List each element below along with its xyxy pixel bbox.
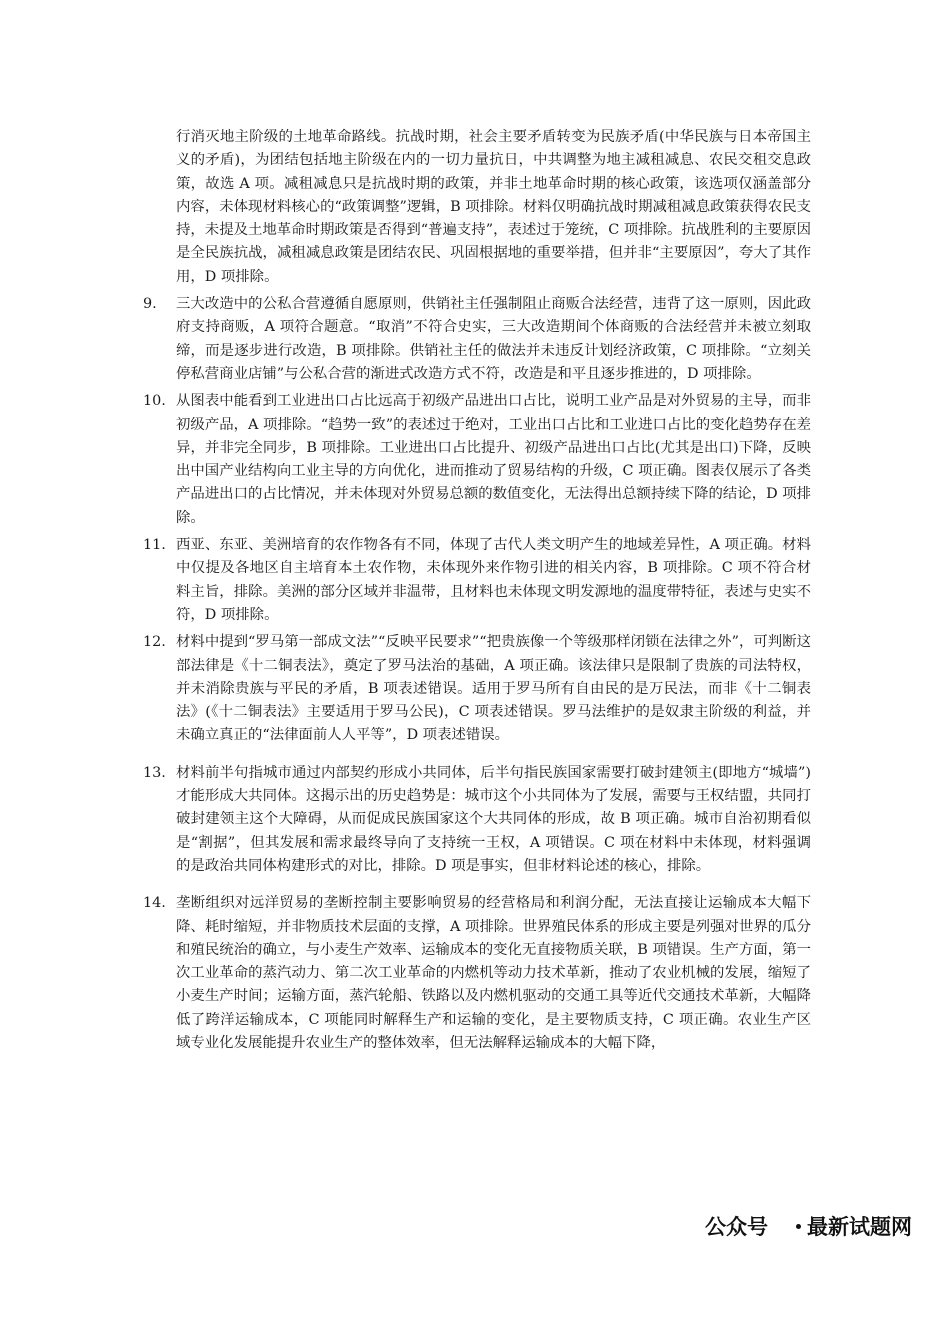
- item-text: 从图表中能看到工业进出口占比远高于初级产品进出口占比，说明工业产品是对外贸易的主导，而非初级产品，A 项排除。“趋势一致”的表述过于绝对，工业出口占比和工业进口占比的变化趋势存在差异，并非完全同步，B 项排除。工业进出口占比提升、初级产品进出口占比(尤其是出口)下降，反映出中国产业结构向工业主导的方向优化，进而推动了贸易结构的升级，C 项正确。图表仅展示了各类产品进出口的占比情况，并未体现对外贸易总额的数值变化，无法得出总额持续下降的结论，D 项排除。: [176, 393, 811, 526]
- item-number: 13.: [143, 764, 166, 781]
- continued-paragraph: 行消灭地主阶级的土地革命路线。抗战时期，社会主要矛盾转变为民族矛盾(中华民族与日本帝国主义的矛盾)，为团结包括地主阶级在内的一切力量抗日，中共调整为地主减租减息、农民交租交息政策，故选 A 项。减租减息只是抗战时期的政策，并非土地革命时期的核心政策，该选项仅涵盖部分内容，未体现材料核心的“政策调整”逻辑，B 项排除。材料仅明确抗战时期减租减息政策获得农民支持，未提及土地革命时期政策是否得到“普遍支持”，表述过于笼统，C 项排除。抗战胜利的主要原因是全民族抗战，减租减息政策是团结农民、巩固根据地的重要举措，但并非“主要原因”，夸大了其作用，D 项排除。: [176, 129, 811, 285]
- answer-item-11: [143, 534, 811, 627]
- item-text: 垄断组织对远洋贸易的垄断控制主要影响贸易的经营格局和利润分配，无法直接让运输成本大幅下降、耗时缩短，并非物质技术层面的支撑，A 项排除。世界殖民体系的形成主要是列强对世界的瓜分和殖民统治的确立，与小麦生产效率、运输成本的变化无直接物质关联，B 项错误。生产方面，第一次工业革命的蒸汽动力、第二次工业革命的内燃机等动力技术革新，推动了农业机械的发展，缩短了小麦生产时间；运输方面，蒸汽轮船、铁路以及内燃机驱动的交通工具等近代交通技术革新，大幅降低了跨洋运输成本，C 项能同时解释生产和运输的变化，是主要物质支持，C 项正确。农业生产区域专业化发展能提升农业生产的整体效率，但无法解释运输成本的大幅下降，: [176, 895, 811, 1051]
- answer-item-10: [143, 390, 811, 530]
- item-text: 材料中提到“罗马第一部成文法”“反映平民要求”“把贵族像一个等级那样闭锁在法律之外”，可判断这部法律是《十二铜表法》，奠定了罗马法治的基础，A 项正确。该法律只是限制了贵族的司法特权，并未消除贵族与平民的矛盾，B 项表述错误。适用于罗马所有自由民的是万民法，而非《十二铜表法》(《十二铜表法》主要适用于罗马公民)，C 项表述错误。罗马法维护的是奴隶主阶级的利益，并未确立真正的“法律面前人人平等”，D 项表述错误。: [176, 634, 811, 744]
- answer-item-9: [143, 293, 811, 386]
- answer-item-14: [143, 892, 811, 1055]
- bullet-dot-icon: [796, 1224, 801, 1229]
- item-number: 12.: [143, 634, 166, 651]
- item-number: 14.: [143, 895, 166, 912]
- answer-item-12: [143, 631, 811, 747]
- footer-watermark: [705, 1211, 912, 1241]
- answer-explanations: [143, 126, 811, 1055]
- item-text: 材料前半句指城市通过内部契约形成小共同体，后半句指民族国家需要打破封建领主(即地方“城墙”)才能形成大共同体。这揭示出的历史趋势是：城市这个小共同体为了发展，需要与王权结盟，共同打破封建领主这个大障碍，从而促成民族国家这个大共同体的形成，故 B 项正确。城市自治初期看似是“割据”，但其发展和需求最终导向了支持统一王权，A 项错误。C 项在材料中未体现，材料强调的是政治共同体构建形式的对比，排除。D 项是事实，但非材料论述的核心，排除。: [176, 764, 811, 874]
- item-number: 9.: [143, 296, 157, 313]
- answer-item-13: [143, 762, 811, 878]
- footer-right-text: 最新试题网: [807, 1215, 912, 1239]
- item-text: 三大改造中的公私合营遵循自愿原则，供销社主任强制阻止商贩合法经营，违背了这一原则，因此政府支持商贩，A 项符合题意。“取消”不符合史实，三大改造期间个体商贩的合法经营并未被立刻取缔，而是逐步进行改造，B 项排除。供销社主任的做法并未违反计划经济政策，C 项排除。“立刻关停私营商业店铺”与公私合营的渐进式改造方式不符，改造是和平且逐步推进的，D 项排除。: [176, 296, 811, 382]
- item-text: 西亚、东亚、美洲培育的农作物各有不同，体现了古代人类文明产生的地域差异性，A 项正确。材料中仅提及各地区自主培育本土农作物，未体现外来作物引进的相关内容，B 项排除。C 项不符合材料主旨，排除。美洲的部分区域并非温带，且材料也未体现文明发源地的温度带特征，表述与史实不符，D 项排除。: [176, 537, 811, 623]
- item-number: 10.: [143, 393, 166, 410]
- footer-right-group: [796, 1211, 912, 1241]
- item-number: 11.: [143, 537, 166, 554]
- footer-left-text: 公众号: [705, 1215, 768, 1239]
